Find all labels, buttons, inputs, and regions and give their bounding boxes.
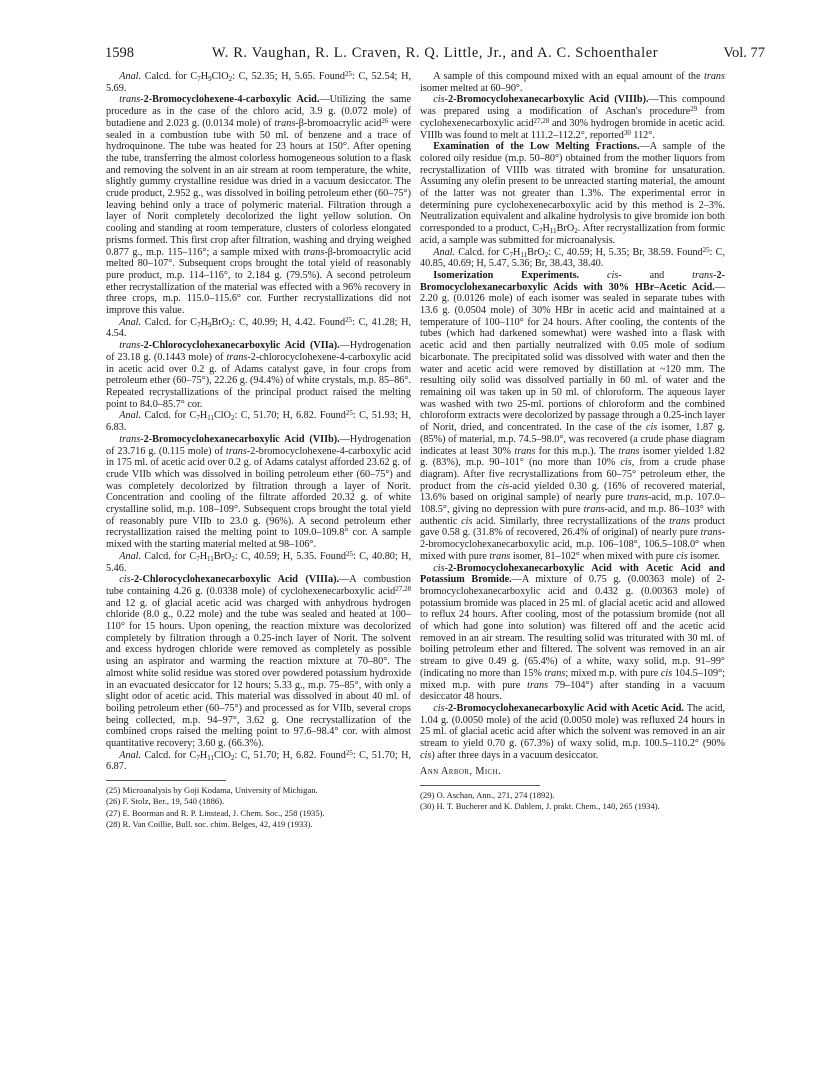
body-paragraph: Examination of the Low Melting Fractions.—A sample of the colored oily residue (m.p. 50–80°) obtained from the mother liquors from recrystallization of VIIIb was titrated with bromine for unsaturation. Assuming any olefin present to be unreacted starting material, the amount of the latter was not greater than 1.3%. The experimental error in determining pure cyclohexenecarboxylic acid by this method is 2–3%. Neutralization equivalent and alkaline hydrolysis to give bromide ion both corresponded to a product, $C_7H_{11}BrO_2$. After recrystallization from formic acid, a sample was submitted for microanalysis. — [420, 141, 725, 246]
body-paragraph: cis-2-Bromocyclohexanecarboxylic Acid (VIIIb).—This compound was prepared using a modification of Aschan's procedure$^{29}$ from cyclohexenecarboxylic acid$^{27,28}$ and 30% hydrogen bromide in acetic acid. VIIIb was found to melt at 111.2–112.2°, reported$^{30}$ 112°. — [420, 94, 725, 141]
body-paragraph: trans-2-Chlorocyclohexanecarboxylic Acid (VIIa).—Hydrogenation of 23.18 g. (0.1443 mole) of trans-2-chlorocyclohexene-4-carboxylic acid in acetic acid over 0.2 g. of Adams catalyst gave, in four crops from petroleum ether (60–75°), 22.26 g. (94.4%) of white crystals, m.p. 85–86°. Repeated recrystallizations of the principal product raised the melting point to 84.0–85.7° cor. — [106, 340, 411, 410]
footnote: (27) E. Boorman and R. P. Linstead, J. Chem. Soc., 258 (1935). — [106, 807, 325, 818]
volume-number: Vol. 77 — [723, 45, 765, 61]
analysis-paragraph: Anal. Calcd. for $C_7H_{11}ClO_2$: C, 51.70; H, 6.82. Found$^{25}$: C, 51.93; H, 6.83. — [106, 409, 411, 434]
body-paragraph: A sample of this compound mixed with an equal amount of the trans isomer melted at 60–90°. — [420, 71, 725, 94]
body-paragraph: trans-2-Bromocyclohexanecarboxylic Acid (VIIb).—Hydrogenation of 23.716 g. (0.115 mole) of trans-2-bromocyclohexene-4-carboxylic acid in 175 ml. of acetic acid over 0.2 g. of Adams catalyst afforded 23.62 g. of crude VIIb which was dissolved in boiling petroleum ether (60–75°) and was completely decolorized by filtration through a layer of Norit. Concentration and cooling of the filtrate afforded 20.32 g. of white crystalline solid, m.p. 108–109°. Subsequent crops brought the total yield of reasonably pure VIIb to 23.0 g. (96%). A second petroleum ether recrystallization raised the melting point to 109.0–109.8° cor. A sample mixed with the starting material melted at 98–106°. — [106, 433, 411, 551]
analysis-paragraph: Anal. Calcd. for $C_7H_9ClO_2$: C, 52.35; H, 5.65. Found$^{25}$: C, 52.54; H, 5.69. — [106, 70, 412, 94]
footnote: (26) F. Stolz, Ber., 19, 540 (1886). — [106, 796, 225, 807]
analysis-paragraph: Anal. Calcd. for $C_7H_{11}BrO_2$: C, 40.59; H, 5.35. Found$^{25}$: C, 40.80; H, 5.46. — [106, 549, 411, 574]
analysis-paragraph: Anal. Calcd. for $C_7H_{11}BrO_2$: C, 40.59; H, 5.35; Br, 38.59. Found$^{25}$: C, 40.85, 40.69; H, 5.47, 5.36; Br, 38.43, 38.40. — [420, 245, 725, 270]
body-paragraph: cis-2-Bromocyclohexanecarboxylic Acid with Acetic Acid and Potassium Bromide.—A mixture of 0.75 g. (0.00363 mole) of 2-bromocyclohexanecarboxylic acid and 0.432 g. (0.00363 mole) of potassium bromide was placed in 25 ml. of glacial acetic acid and allowed to reflux 24 hours. After cooling, most of the potassium bromide (not all of which had gone into solution) was filtered off and the acetic acid removed in an air stream. The resulting solid was triturated with 30 ml. of boiling petroleum ether and filtered. The solvent was removed in an air stream to give 0.49 g. (65.4%) of a white, waxy solid, m.p. 91–99° (indicating no more than 15% trans; mixed m.p. with pure cis 104.5–109°; mixed m.p. with pure trans 79–104°) after standing in a vacuum desiccator 48 hours. — [420, 562, 726, 703]
analysis-paragraph: Anal. Calcd. for $C_7H_{11}ClO_2$: C, 51.70; H, 6.82. Found$^{25}$: C, 51.70; H, 6.87. — [106, 748, 411, 773]
page-header — [105, 45, 765, 65]
body-paragraph: cis-2-Bromocyclohexanecarboxylic Acid with Acetic Acid. The acid, 1.04 g. (0.0050 mole) of the acid (0.0050 mole) was refluxed 24 hours in 25 ml. of glacial acetic acid after which the solvent was removed in an air stream to yield 0.70 g. (67.3%) of waxy solid, m.p. 100.5–110.2° (90% cis) after three days in a vacuum desiccator. — [420, 702, 726, 761]
footnote-rule — [420, 785, 540, 786]
footnotes-left — [106, 785, 411, 830]
right-column — [420, 71, 725, 813]
signature-location: Ann Arbor, Mich. — [420, 766, 502, 778]
footnote: (29) O. Aschan, Ann., 271, 274 (1892). — [420, 790, 555, 801]
footnote-rule — [106, 780, 226, 781]
page-number: 1598 — [105, 45, 134, 61]
footnote: (28) R. Van Coillie, Bull. soc. chim. Belges, 42, 419 (1933). — [106, 818, 313, 829]
footnote: (30) H. T. Bucherer and K. Dahlem, J. prakt. Chem., 140, 265 (1934). — [420, 801, 660, 812]
body-paragraph: cis-2-Chlorocyclohexanecarboxylic Acid (VIIIa).—A combustion tube containing 4.26 g. (0.0338 mole) of cyclohexenecarboxylic acid$^{27,28}$ and 12 g. of glacial acetic acid was charged with anhydrous hydrogen chloride (8.0 g., 0.22 mole) and the tube was sealed and heated at 100–110° for 15 hours. Upon opening, the reaction mixture was decolorized completely by filtration through a 0.25-inch layer of Norit. The solvent and excess hydrogen chloride were removed as completely as possible using an aspirator and warming the reaction mixture at 70–80°. The almost white solid residue was stored over powdered potassium hydroxide in an evacuated desiccator for 12 hours; 5.33 g., m.p. 75–85°, with only a slight odor of acetic acid. This material was dissolved in about 40 ml. of boiling petroleum ether (60–75°) and processed as for VIIb, several crops being collected, m.p. 94–97°, 3.62 g. One recrystallization of the combined crops raised the melting point to 97.6–98.4° cor. with almost quantitative recovery; 3.60 g. (66.3%). — [106, 574, 411, 750]
body-paragraph: trans-2-Bromocyclohexene-4-carboxylic Acid.—Utilizing the same procedure as in the case of the chloro acid, 3.9 g. (0.072 mole) of butadiene and 2.023 g. (0.0134 mole) of trans-β-bromoacrylic acid$^{26}$ were sealed in a combustion tube with 50 ml. of benzene and a trace of hydroquinone. The tube was heated for 23 hours at 150°. After opening the tube, transferring the almost colorless homogeneous solution to a flask and removing the solvent in an air stream at room temperature, the white, slightly gummy crystalline residue was dried in a vacuum desiccator. The crude product, 2.952 g., was dissolved in boiling petroleum ether (60–75°) leaving behind only a trace of polymeric material. Filtration through a layer of Norit completely decolorized the light yellow solution. On cooling and standing at room temperature, clusters of colorless elongated prisms formed. This first crop after filtration, washing and drying weighed 0.877 g., m.p. 115–116°; a sample mixed with trans-β-bromoacrylic acid melted 80–107°. Subsequent crops brought the total yield of reasonably pure product, m.p. 114–116°, to 2.184 g. (79.5%). A second petroleum ether recrystallization of the material was effected with a 96% recovery in three crops, m.p. 115.0–115.6° cor. Further recrystallizations did not improve this value. — [106, 94, 411, 317]
body-paragraph: Isomerization Experiments. cis- and trans-2-Bromocyclohexanecarboxylic Acids with 30% HBr–Acetic Acid.—2.20 g. (0.0126 mole) of each isomer was sealed in separate tubes with 13.6 g. (0.0504 mole) of 30% HBr in acetic acid and maintained at a temperature of 100–110° for 24 hours. After cooling, the contents of the tubes (which had darkened somewhat) were washed into a flask with acetic acid and then partially neutralized with 0.05 mole of sodium bicarbonate. The precipitated solid was dissolved with water and then the water and acetic acid were removed by distillation at ~120 mm. The resulting oily solid was dissolved partially in 60 ml. of water and the remaining oil was taken up in 50 ml. of chloroform. The aqueous layer was washed with two 25-ml. portions of chloroform and the combined chloroform extracts were decolorized by passage through a 0.25-inch layer of Norit, dried, and concentrated. In the case of the cis isomer, 1.87 g. (85%) of material, m.p. 74.5–98.0°, was recovered (a crude phase diagram indicates at least 30% trans for this m.p.). The trans isomer yielded 1.82 g. (83%), m.p. 90–101° (no more than 10% cis, from a crude phase diagram). After five recrystallizations from 60–75° petroleum ether, the product from the cis-acid yielded 0.30 g. (16% of recovered material, 13.6% based on original sample) of nearly pure trans-acid, m.p. 107.0–108.5°, giving no depression with pure trans-acid, and m.p. 86–103° with authentic cis acid. Similarly, three recrystallizations of the trans product gave 0.58 g. (31.8% of recovered, 26.4% of original) of nearly pure trans-2-bromocyclohexanecarboxylic acid, m.p. 106–108°, 106.5–108.0° when mixed with pure trans isomer, 81–102° when mixed with pure cis isomer. — [420, 269, 726, 562]
left-column — [106, 71, 411, 830]
footnotes-right — [420, 790, 725, 812]
running-title: W. R. Vaughan, R. L. Craven, R. Q. Little, Jr., and A. C. Schoenthaler — [211, 45, 659, 61]
analysis-paragraph: Anal. Calcd. for $C_7H_9BrO_2$: C, 40.99; H, 4.42. Found$^{25}$: C, 41.28; H, 4.54. — [106, 315, 411, 340]
footnote: (25) Microanalysis by Goji Kodama, University of Michigan. — [106, 785, 318, 796]
